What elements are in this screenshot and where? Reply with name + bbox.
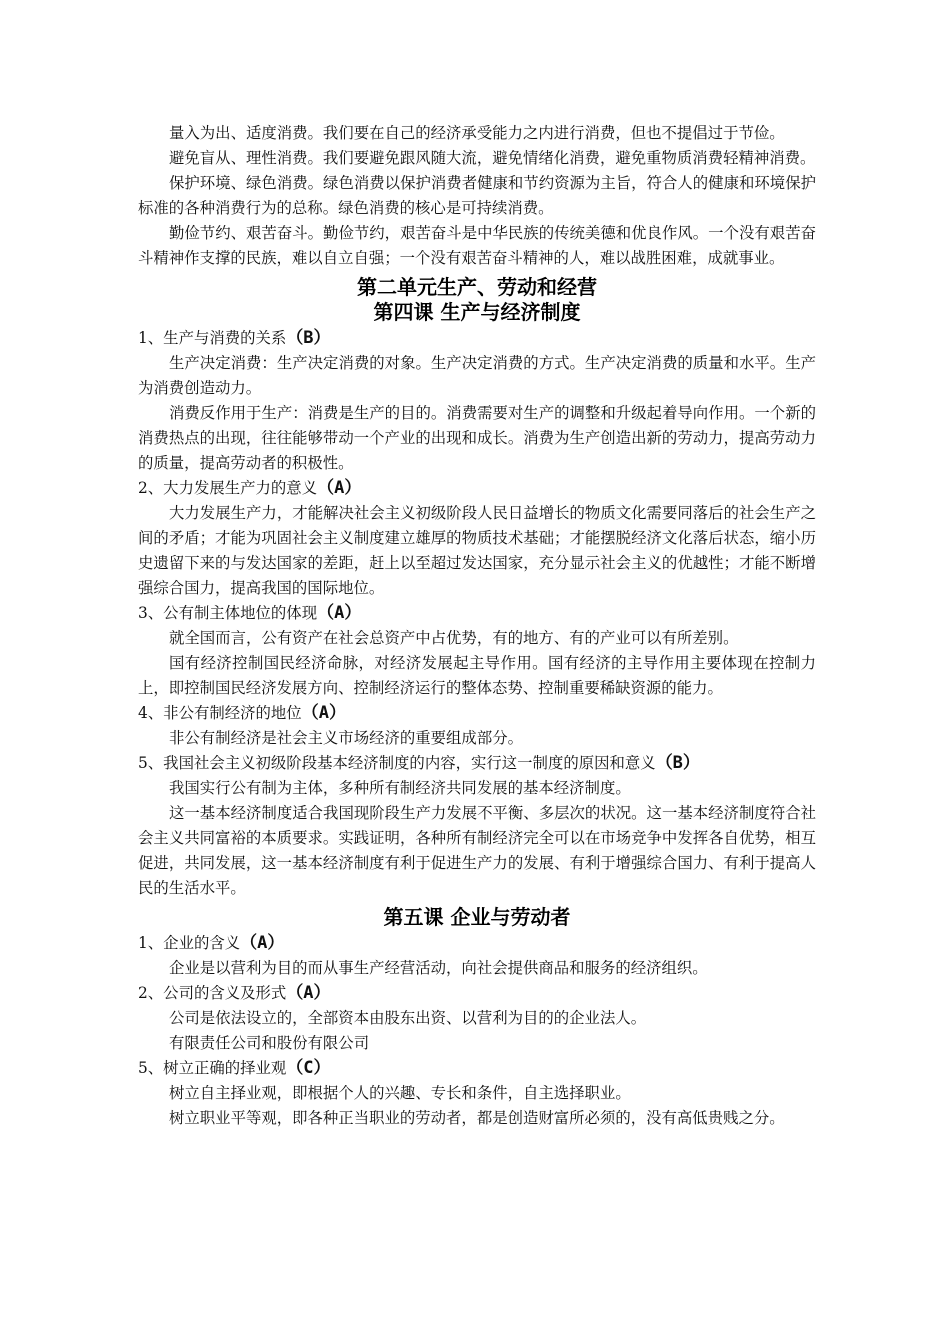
question-heading (138, 701, 816, 726)
paragraph: 国有经济控制国民经济命脉，对经济发展起主导作用。国有经济的主导作用主要体现在控制力上，即控制国民经济发展方向、控制经济运行的整体态势、控制重要稀缺资源的能力。 (138, 654, 816, 697)
grade-badge: （C） (286, 1058, 331, 1078)
paragraph: 就全国而言，公有资产在社会总资产中占优势，有的地方、有的产业可以有所差别。 (169, 629, 739, 647)
paragraph: 量入为出、适度消费。我们要在自己的经济承受能力之内进行消费，但也不提倡过于节俭。 (169, 124, 785, 142)
question-heading (138, 601, 816, 626)
paragraph: 树立自主择业观，即根据个人的兴趣、专长和条件，自主选择职业。 (169, 1084, 631, 1102)
lesson-title: 第五课 企业与劳动者 (383, 905, 571, 929)
grade-badge: （A） (286, 983, 331, 1003)
question-text: 4、非公有制经济的地位 (138, 704, 302, 722)
lesson-title: 第四课 生产与经济制度 (373, 300, 581, 324)
question-text: 1、企业的含义 (138, 934, 241, 952)
paragraph: 公司是依法设立的，全部资本由股东出资、以营利为目的的企业法人。 (169, 1009, 647, 1027)
question-text: 3、公有制主体地位的体现 (138, 604, 318, 622)
question-text: 5、树立正确的择业观 (138, 1059, 287, 1077)
question-text: 5、我国社会主义初级阶段基本经济制度的内容，实行这一制度的原因和意义 (138, 754, 656, 772)
question-heading (138, 326, 816, 351)
paragraph: 生产决定消费：生产决定消费的对象。生产决定消费的方式。生产决定消费的质量和水平。生产为消费创造动力。 (138, 354, 816, 397)
question-text: 1、生产与消费的关系 (138, 329, 287, 347)
paragraph: 保护环境、绿色消费。绿色消费以保护消费者健康和节约资源为主旨，符合人的健康和环境保护标准的各种消费行为的总称。绿色消费的核心是可持续消费。 (138, 174, 816, 217)
grade-badge: （B） (286, 328, 331, 348)
question-heading (138, 751, 816, 776)
paragraph: 勤俭节约、艰苦奋斗。勤俭节约，艰苦奋斗是中华民族的传统美德和优良作风。一个没有艰苦奋斗精神作支撑的民族，难以自立自强；一个没有艰苦奋斗精神的人，难以战胜困难，成就事业。 (138, 224, 816, 267)
question-heading (138, 1056, 816, 1081)
question-heading (138, 981, 816, 1006)
grade-badge: （A） (317, 478, 362, 498)
paragraph: 消费反作用于生产：消费是生产的目的。消费需要对生产的调整和升级起着导向作用。一个新的消费热点的出现，往往能够带动一个产业的出现和成长。消费为生产创造出新的劳动力，提高劳动力的质量，提高劳动者的积极性。 (138, 404, 816, 472)
grade-badge: （A） (301, 703, 346, 723)
question-text: 2、公司的含义及形式 (138, 984, 287, 1002)
document-page (138, 121, 816, 1131)
paragraph: 非公有制经济是社会主义市场经济的重要组成部分。 (169, 729, 523, 747)
grade-badge: （A） (240, 933, 285, 953)
grade-badge: （B） (655, 753, 700, 773)
paragraph: 有限责任公司和股份有限公司 (169, 1034, 370, 1052)
paragraph: 这一基本经济制度适合我国现阶段生产力发展不平衡、多层次的状况。这一基本经济制度符合社会主义共同富裕的本质要求。实践证明，各种所有制经济完全可以在市场竞争中发挥各自优势，相互促进，共同发展，这一基本经济制度有利于促进生产力的发展、有利于增强综合国力、有利于提高人民的生活水平。 (138, 804, 816, 897)
question-text: 2、大力发展生产力的意义 (138, 479, 318, 497)
paragraph: 避免盲从、理性消费。我们要避免跟风随大流，避免情绪化消费，避免重物质消费轻精神消费。 (169, 149, 816, 167)
question-heading (138, 476, 816, 501)
unit-title: 第二单元生产、劳动和经营 (357, 275, 597, 299)
paragraph: 树立职业平等观，即各种正当职业的劳动者，都是创造财富所必须的，没有高低贵贱之分。 (169, 1109, 785, 1127)
paragraph: 企业是以营利为目的而从事生产经营活动，向社会提供商品和服务的经济组织。 (169, 959, 708, 977)
question-heading (138, 931, 816, 956)
grade-badge: （A） (317, 603, 362, 623)
paragraph: 大力发展生产力，才能解决社会主义初级阶段人民日益增长的物质文化需要同落后的社会生产之间的矛盾；才能为巩固社会主义制度建立雄厚的物质技术基础；才能摆脱经济文化落后状态，缩小历史遗留下来的与发达国家的差距，赶上以至超过发达国家，充分显示社会主义的优越性；才能不断增强综合国力，提高我国的国际地位。 (138, 504, 816, 597)
paragraph: 我国实行公有制为主体，多种所有制经济共同发展的基本经济制度。 (169, 779, 631, 797)
